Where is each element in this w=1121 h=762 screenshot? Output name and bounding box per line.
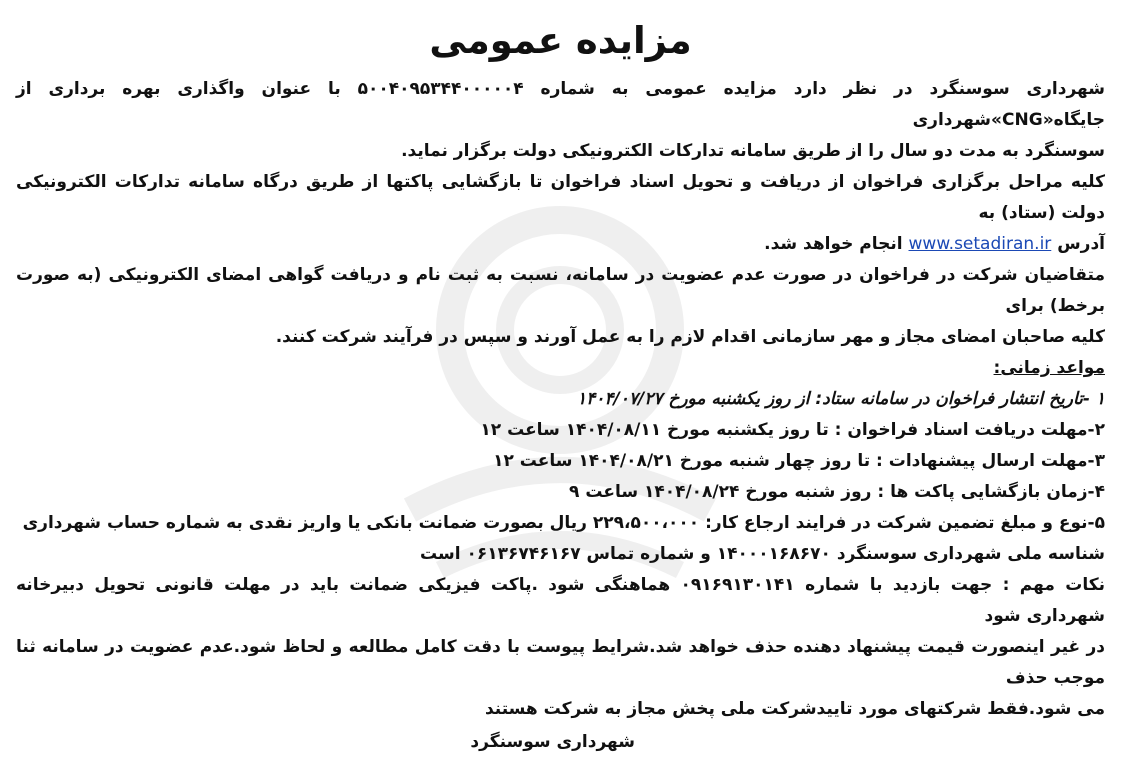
schedule-item-opening: ۴-زمان بازگشایی پاکت ها : روز شنبه مورخ ۱۴۰۴/۰۸/۲۴ ساعت ۹ xyxy=(569,482,1105,502)
applicants-paragraph xyxy=(16,260,1105,353)
schedule-item-submission: ۳-مهلت ارسال پیشنهادات : تا روز چهار شنبه مورخ ۱۴۰۴/۰۸/۲۱ ساعت ۱۲ xyxy=(493,451,1105,471)
stages-line-1: کلیه مراحل برگزاری فراخوان از دریافت و تحویل اسناد فراخوان تا بازگشایی پاکتها از طریق درگاه سامانه تدارکات الکترونیکی دولت (ستاد) به xyxy=(16,172,1105,223)
schedule-item-documents: ۲-مهلت دریافت اسناد فراخوان : تا روز یکشنبه مورخ ۱۴۰۴/۰۸/۱۱ ساعت ۱۲ xyxy=(480,420,1105,440)
intro-line-2: سوسنگرد به مدت دو سال را از طریق سامانه تدارکات الکترونیکی دولت برگزار نماید. xyxy=(401,141,1105,161)
notes-line-3: می شود.فقط شرکتهای مورد تاییدشرکت ملی پخش مجاز به شرکت هستند xyxy=(484,699,1105,719)
notes-paragraph xyxy=(16,570,1105,725)
schedule-item-guarantee-line-1: ۵-نوع و مبلغ تضمین شرکت در فرایند ارجاع کار: ۲۲۹،۵۰۰،۰۰۰ ریال بصورت ضمانت بانکی یا واریز نقدی به شماره حساب شهرداری xyxy=(22,513,1105,533)
stages-line-2 xyxy=(16,229,1105,260)
applicants-line-1: متقاضیان شرکت در فراخوان در صورت عدم عضویت در سامانه، نسبت به ثبت نام و دریافت گواهی امضای الکترونیکی (به صورت برخط) برای xyxy=(16,265,1105,316)
stages-address-label: آدرس xyxy=(1057,234,1105,254)
schedule-item-publish: ۱ -تاریخ انتشار فراخوان در سامانه ستاد: از روز یکشنبه مورخ ۱۴۰۴/۰۷/۲۷ xyxy=(576,389,1105,409)
applicants-line-2: کلیه صاحبان امضای مجاز و مهر سازمانی اقدام لازم را به عمل آورند و سپس در فرآیند شرکت کنند. xyxy=(275,327,1105,347)
intro-line-1: شهرداری سوسنگرد در نظر دارد مزایده عمومی به شماره ۵۰۰۴۰۹۵۳۴۴۰۰۰۰۰۴ با عنوان واگذاری بهره برداری از جایگاه«CNG»شهرداری xyxy=(16,79,1105,130)
schedule-list xyxy=(16,384,1105,570)
stages-paragraph xyxy=(16,167,1105,260)
schedule-heading: مواعد زمانی: xyxy=(993,358,1105,378)
intro-paragraph xyxy=(16,74,1105,167)
stages-line-2-end: انجام خواهد شد. xyxy=(764,234,903,254)
setadiran-link[interactable]: www.setadiran.ir xyxy=(908,234,1052,254)
schedule-item-guarantee-line-2: شناسه ملی شهرداری سوسنگرد ۱۴۰۰۰۱۶۸۶۷۰ و شماره تماس ۰۶۱۳۶۷۴۶۱۶۷ است xyxy=(420,544,1105,564)
signature: شهرداری سوسنگرد xyxy=(470,732,635,752)
notes-line-2: در غیر اینصورت قیمت پیشنهاد دهنده حذف خواهد شد.شرایط پیوست با دقت کامل مطالعه و لحاظ شود.عدم عضویت در سامانه ثنا موجب حذف xyxy=(16,637,1105,688)
notes-line-1: نکات مهم : جهت بازدید با شماره ۰۹۱۶۹۱۳۰۱۴۱ هماهنگی شود .پاکت فیزیکی ضمانت باید در مهلت قانونی تحویل دبیرخانه شهرداری شود xyxy=(16,575,1105,626)
page-title: مزایده عمومی xyxy=(429,19,692,62)
